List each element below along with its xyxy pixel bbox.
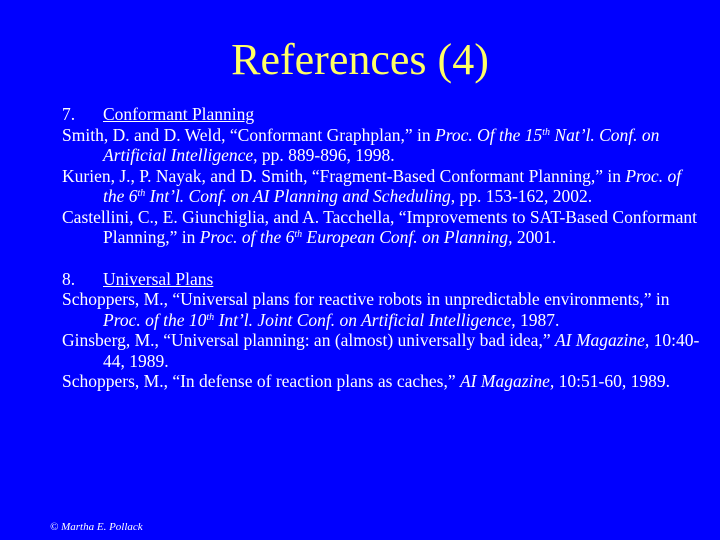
ref-venue-rest: Nat’l. Conf. on Artificial Intelligence: [103, 124, 660, 165]
ref-authors-title: Smith, D. and D. Weld, “Conformant Graphplan,” in: [62, 124, 435, 145]
ref-authors-title: Schoppers, M., “Universal plans for reactive robots in unpredictable environments,” in: [62, 289, 670, 309]
ref-pages-year: 10:51-60, 1989.: [554, 371, 670, 391]
section-spacer: [62, 248, 702, 269]
ref-venue-rest: Int’l. Joint Conf. on Artificial Intelligence: [214, 309, 512, 330]
ref-venue-sup: th: [294, 229, 303, 240]
section-title: Conformant Planning: [103, 104, 255, 124]
ref-authors-title: Ginsberg, M., “Universal planning: an (almost) universally bad idea,”: [62, 330, 555, 350]
ref-venue: Proc. of the 6: [199, 227, 295, 247]
ref-venue-rest: European Conf. on Planning,: [302, 227, 513, 247]
ref-pages-year: , pp. 153-162, 2002.: [450, 186, 593, 206]
ref-venue: Proc. Of the 15: [435, 124, 543, 145]
ref-pages-year: , pp. 889-896, 1998.: [253, 145, 395, 165]
slide-title: References (4): [231, 35, 489, 84]
reference-entry: [62, 166, 702, 207]
section-number: 7.: [62, 104, 76, 124]
reference-entry: [62, 207, 702, 248]
ref-authors-title: Schoppers, M., “In defense of reaction plans as caches,”: [62, 371, 460, 391]
references-body: [62, 104, 702, 392]
section-number: 8.: [62, 268, 76, 289]
ref-venue: Proc. of the 6: [103, 165, 682, 206]
ref-pages-year: 2001.: [512, 227, 557, 247]
ref-venue: Proc. of the 10: [103, 309, 207, 330]
ref-venue-sup: th: [542, 126, 551, 138]
ref-pages-year: 10:40-44, 1989.: [103, 330, 700, 371]
ref-pages-year: , 1987.: [511, 309, 560, 330]
ref-venue-sup: th: [206, 311, 215, 323]
reference-entry: [62, 289, 702, 330]
ref-venue: AI Magazine,: [459, 371, 555, 391]
ref-venue-rest: Int’l. Conf. on AI Planning and Scheduling: [145, 186, 451, 206]
ref-authors-title: Castellini, C., E. Giunchiglia, and A. Tacchella, “Improvements to SAT-Based Conformant Planning,” in: [62, 206, 697, 247]
section-heading-universal-plans: [62, 269, 702, 290]
reference-entry: [62, 371, 702, 392]
ref-venue: AI Magazine,: [554, 330, 650, 350]
ref-venue-sup: th: [137, 188, 146, 199]
section-heading-conformant-planning: [62, 104, 702, 125]
ref-authors-title: Kurien, J., P. Nayak, and D. Smith, “Fragment-Based Conformant Planning,” in: [62, 165, 626, 186]
reference-entry: [62, 330, 702, 371]
section-title: Universal Plans: [103, 268, 214, 289]
copyright-footer: © Martha E. Pollack: [50, 521, 143, 533]
reference-entry: [62, 125, 702, 166]
